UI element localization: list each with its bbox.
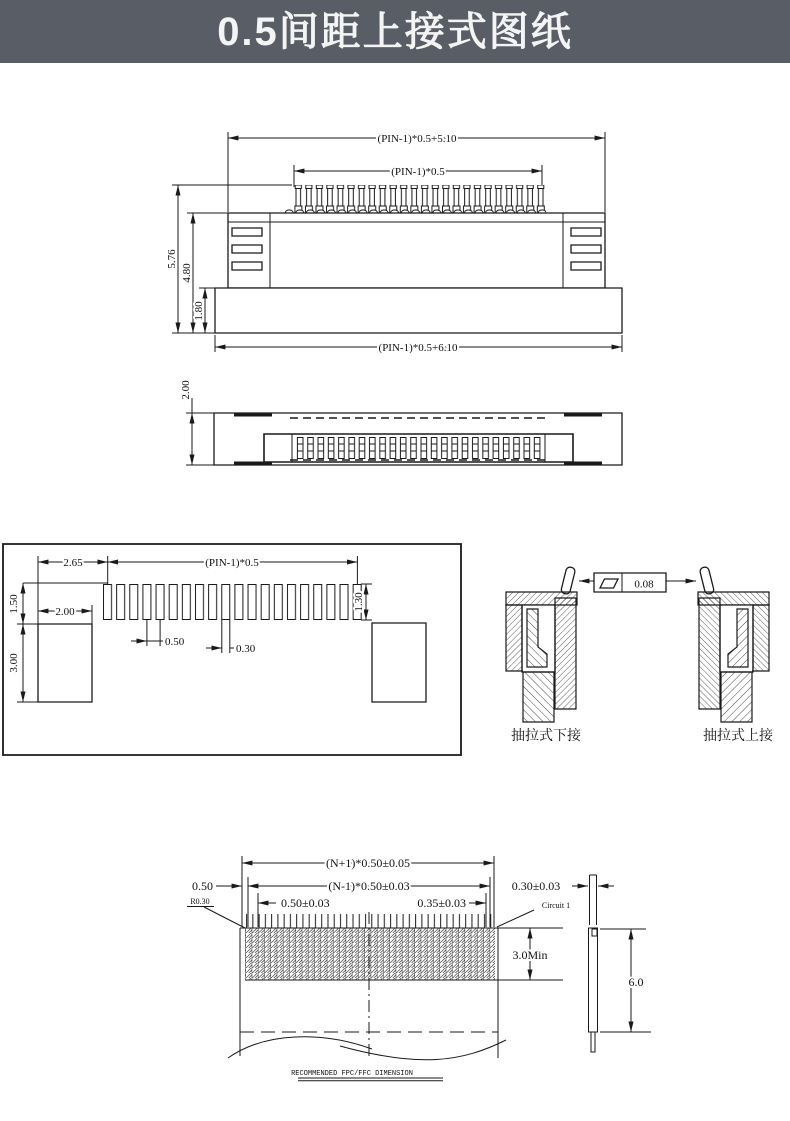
- fpc-dim-overall: (N+1)*0.50±0.05: [325, 856, 411, 870]
- page-title: 0.5间距上接式图纸: [217, 9, 573, 54]
- fp-dim-pad-offset: 1.50: [8, 594, 20, 614]
- pin-row: [293, 185, 547, 213]
- connector-base: [215, 288, 622, 333]
- fpc-caption: RECOMMENDED FPC/FFC DIMENSION: [291, 1070, 413, 1078]
- fpc-dim-pitch: 0.50±0.03: [281, 896, 330, 910]
- fpc-dim-exposure: 3.0Min: [512, 948, 548, 962]
- front-dim-total-height: 5.76: [166, 249, 178, 269]
- side-latch-slot: [232, 245, 262, 253]
- side-latch-slot: [232, 262, 262, 270]
- fp-dim-pad-span: (PIN-1)*0.5: [205, 557, 259, 569]
- fpc-dim-tail: 6.0: [628, 975, 644, 989]
- footprint-view: [3, 544, 461, 755]
- fpc-dim-edge: 0.50: [192, 879, 213, 893]
- front-view: [166, 132, 622, 354]
- fpc-dim-thickness: 0.30±0.03: [511, 879, 561, 893]
- front-dim-body-height: 4.80: [181, 263, 193, 283]
- top-dim-height: 2.00: [180, 380, 192, 400]
- fp-dim-pad-width: 0.30: [236, 643, 256, 655]
- fpc-edge-view: [589, 875, 652, 1052]
- anchor-pad-left: [38, 624, 92, 702]
- top-view: [180, 380, 622, 465]
- fpc-dim-trace: 0.35±0.03: [417, 896, 466, 910]
- front-dim-base-height: 1.80: [193, 301, 205, 321]
- section-label-lower: 抽拉式下接: [511, 729, 581, 744]
- fp-dim-pad-length: 1.30: [353, 592, 365, 612]
- side-latch-slot: [232, 228, 262, 236]
- section-upper-contact: [698, 566, 769, 722]
- fp-dim-pad-pitch: 0.50: [165, 636, 185, 648]
- connector-body: [228, 213, 605, 288]
- side-latch-slot: [571, 245, 601, 253]
- fp-dim-anchor-offset: 3.00: [8, 653, 20, 673]
- cross-sections: [506, 566, 774, 744]
- front-dim-base-width: (PIN-1)*0.5+6.10: [378, 342, 458, 354]
- side-latch-slot: [571, 262, 601, 270]
- section-lower-contact: [506, 566, 577, 722]
- anchor-pad-right: [372, 623, 426, 702]
- section-label-upper: 抽拉式上接: [703, 729, 773, 744]
- side-latch-slot: [571, 228, 601, 236]
- top-view-contact-row: [295, 436, 543, 460]
- conductor-ticks: [246, 914, 494, 928]
- signal-pad-row: [103, 584, 364, 620]
- fpc-view: [187, 856, 651, 1081]
- plated-finger-band: [245, 928, 495, 980]
- front-dim-pin-span: (PIN-1)*0.5: [391, 166, 445, 178]
- front-dim-outer-width: (PIN-1)*0.5+5.10: [377, 133, 457, 145]
- fpc-dim-conductors: (N-1)*0.50±0.03: [328, 879, 410, 893]
- fpc-dim-corner-radius: R0.30: [190, 897, 210, 906]
- fpc-circuit-label: Circuit 1: [541, 901, 571, 910]
- fp-dim-edge-offset: 2.65: [63, 557, 83, 569]
- tolerance-value: 0.08: [634, 578, 654, 591]
- fp-dim-anchor-width: 2.00: [55, 606, 75, 618]
